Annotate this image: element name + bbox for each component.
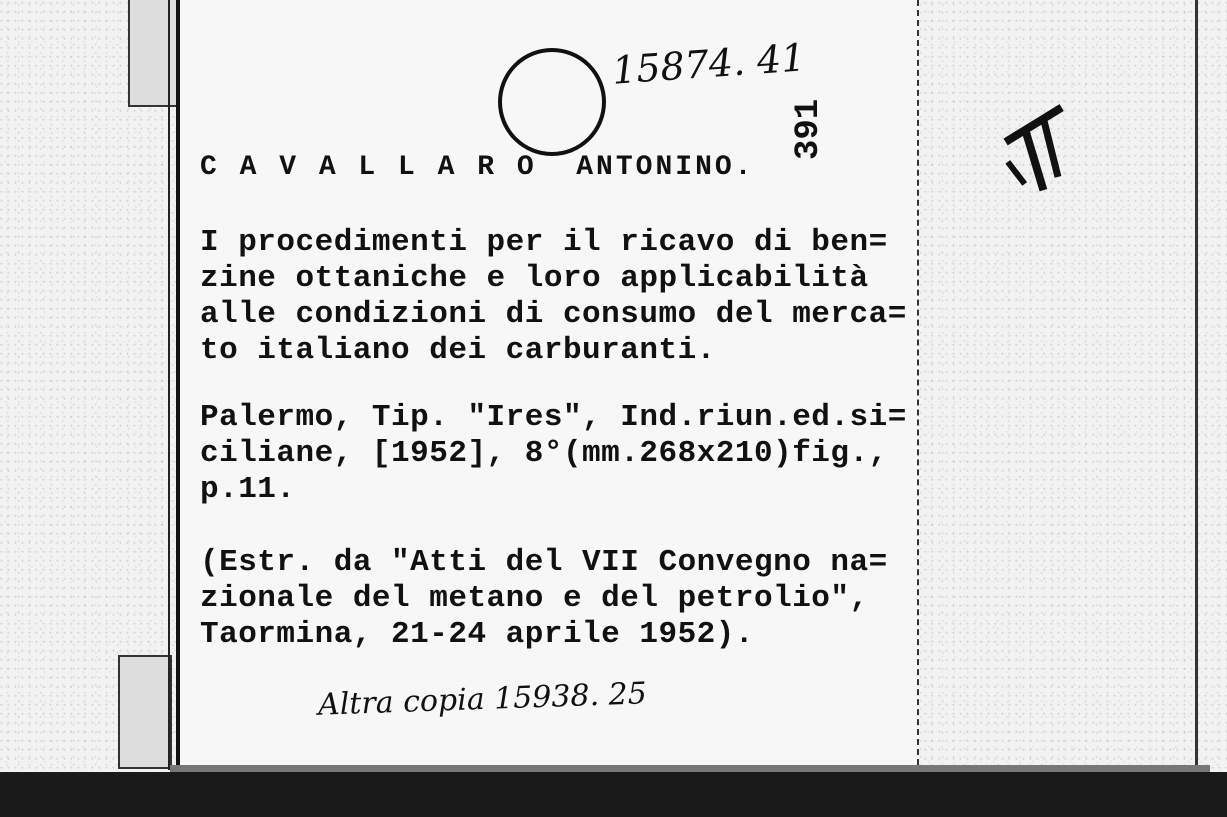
note-line-1: (Estr. da "Atti del VII Convegno na= xyxy=(200,545,888,580)
handwritten-alternate-copy: Altra copia 15938. 25 xyxy=(317,676,648,723)
imprint-line-2: ciliane, [1952], 8°(mm.268x210)fig., xyxy=(200,436,888,471)
note-line-3: Taormina, 21-24 aprile 1952). xyxy=(200,617,754,652)
title-line-3: alle condizioni di consumo del merca= xyxy=(200,297,907,332)
right-edge-line xyxy=(1195,0,1198,775)
note-line-2: zionale del metano e del petrolio", xyxy=(200,581,869,616)
stamp-circle xyxy=(498,48,606,156)
title-line-4: to italiano dei carburanti. xyxy=(200,333,716,368)
handwritten-reference-number: 15874. 41 xyxy=(610,35,807,93)
imprint-line-3: p.11. xyxy=(200,472,296,507)
author-name: C A V A L L A R O ANTONINO. xyxy=(200,152,755,183)
title-line-1: I procedimenti per il ricavo di ben= xyxy=(200,225,888,260)
card-edge-line xyxy=(168,0,170,770)
card-tab-top xyxy=(128,0,180,107)
title-line-2: zine ottaniche e loro applicabilità xyxy=(200,261,869,296)
imprint-line-1: Palermo, Tip. "Ires", Ind.riun.ed.si= xyxy=(200,400,907,435)
scanner-bottom-bar xyxy=(0,772,1227,817)
card-tab-bottom xyxy=(118,655,172,769)
vertical-shelf-code: 391 xyxy=(790,98,828,160)
